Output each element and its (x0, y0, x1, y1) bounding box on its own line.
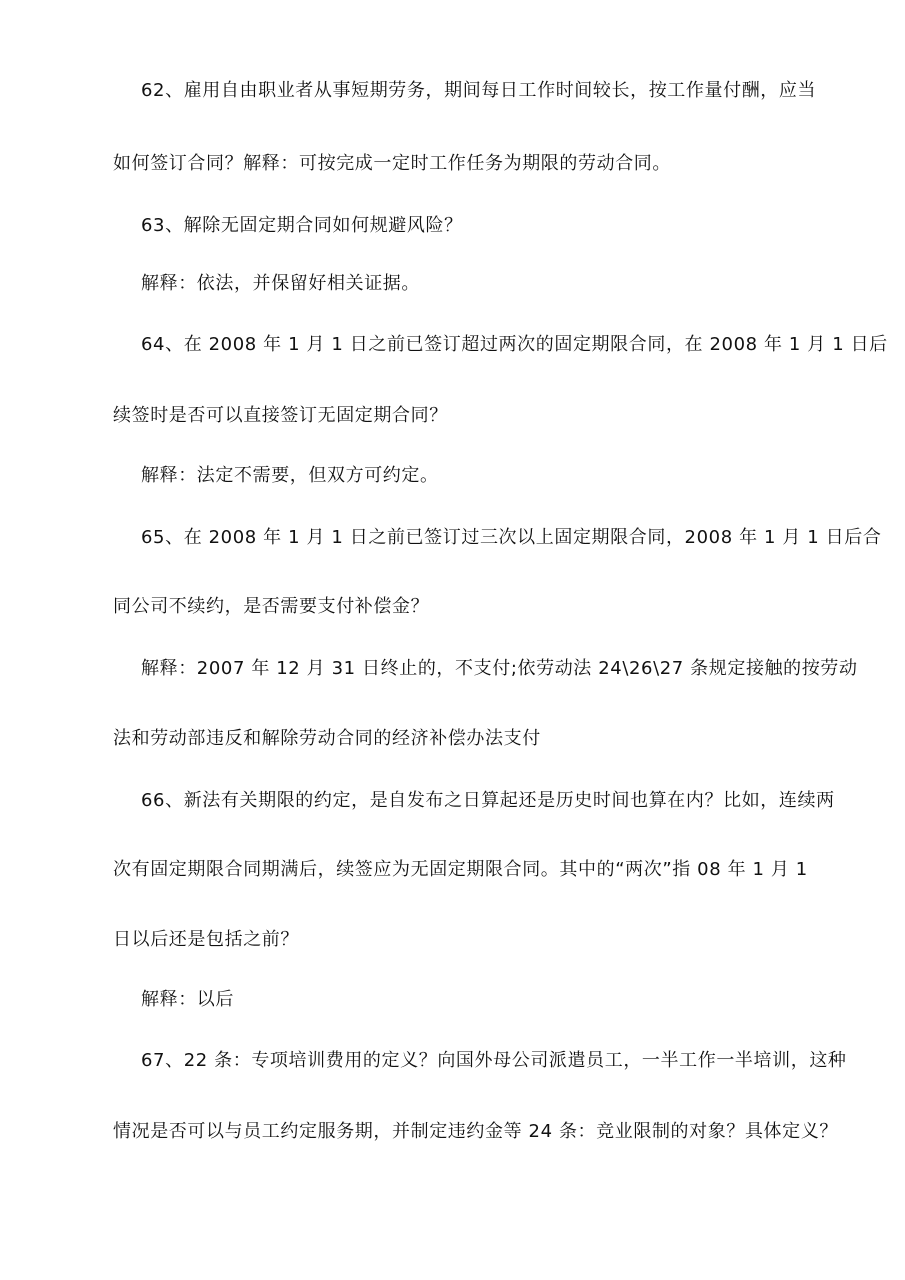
q66-line-3: 日以后还是包括之前？ (113, 929, 299, 950)
q64-line-1: 64、在 2008 年 1 月 1 日之前已签订超过两次的固定期限合同，在 2008 年 1 月 1 日后 (141, 334, 888, 355)
q64-line-2: 续签时是否可以直接签订无固定期合同？ (113, 405, 448, 426)
q67-line-2: 情况是否可以与员工约定服务期，并制定违约金等 24 条：竞业限制的对象？具体定义？ (113, 1121, 838, 1142)
q63-answer: 解释：依法，并保留好相关证据。 (141, 273, 420, 294)
q67-line-1: 67、22 条：专项培训费用的定义？向国外母公司派遣员工，一半工作一半培训，这种 (141, 1050, 847, 1071)
q66-answer: 解释：以后 (141, 989, 234, 1010)
q65-answer-line-1: 解释：2007 年 12 月 31 日终止的，不支付;依劳动法 24\26\27 条规定接触的按劳动 (141, 658, 858, 679)
q66-line-2: 次有固定期限合同期满后，续签应为无固定期限合同。其中的“两次”指 08 年 1 月 1 (113, 859, 808, 880)
q62-line-2: 如何签订合同？解释：可按完成一定时工作任务为期限的劳动合同。 (113, 153, 671, 174)
q65-line-2: 同公司不续约，是否需要支付补偿金？ (113, 596, 430, 617)
q65-answer-line-2: 法和劳动部违反和解除劳动合同的经济补偿办法支付 (113, 728, 541, 749)
q65-line-1: 65、在 2008 年 1 月 1 日之前已签订过三次以上固定期限合同，2008 年 1 月 1 日后合 (141, 527, 882, 548)
q64-answer: 解释：法定不需要，但双方可约定。 (141, 465, 439, 486)
q66-line-1: 66、新法有关期限的约定，是自发布之日算起还是历史时间也算在内？比如，连续两 (141, 790, 835, 811)
q62-line-1: 62、雇用自由职业者从事短期劳务，期间每日工作时间较长，按工作量付酬，应当 (141, 80, 817, 101)
q63-question: 63、解除无固定期合同如何规避风险？ (141, 215, 463, 236)
